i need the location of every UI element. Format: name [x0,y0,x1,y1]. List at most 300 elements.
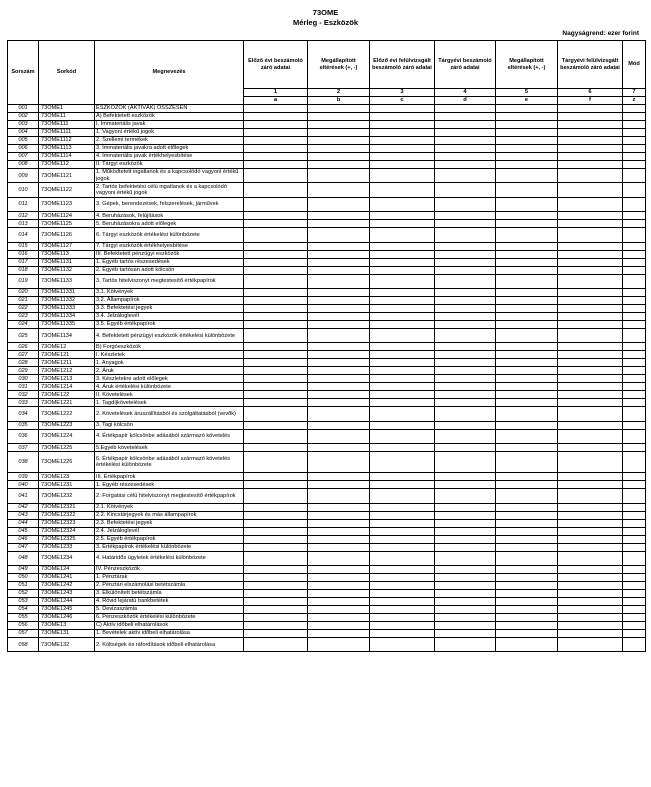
value-cell-col-2[interactable] [308,565,370,573]
value-cell-col-3[interactable] [370,129,435,137]
value-cell-col-5[interactable] [496,375,558,383]
value-cell-col-1[interactable] [244,573,308,581]
value-cell-col-4[interactable] [435,274,496,288]
value-cell-col-5[interactable] [496,613,558,621]
value-cell-col-4[interactable] [435,637,496,651]
value-cell-col-4[interactable] [435,383,496,391]
value-cell-col-6[interactable] [558,113,623,121]
value-cell-col-6[interactable] [558,266,623,274]
value-cell-col-7[interactable] [623,565,646,573]
value-cell-col-5[interactable] [496,519,558,527]
value-cell-col-3[interactable] [370,250,435,258]
value-cell-col-6[interactable] [558,129,623,137]
value-cell-col-3[interactable] [370,519,435,527]
value-cell-col-3[interactable] [370,391,435,399]
value-cell-col-1[interactable] [244,145,308,153]
value-cell-col-1[interactable] [244,503,308,511]
value-cell-col-3[interactable] [370,503,435,511]
value-cell-col-7[interactable] [623,129,646,137]
value-cell-col-4[interactable] [435,121,496,129]
value-cell-col-4[interactable] [435,481,496,489]
value-cell-col-4[interactable] [435,169,496,183]
value-cell-col-7[interactable] [623,613,646,621]
value-cell-col-7[interactable] [623,421,646,429]
value-cell-col-7[interactable] [623,161,646,169]
value-cell-col-3[interactable] [370,535,435,543]
value-cell-col-6[interactable] [558,637,623,651]
value-cell-col-2[interactable] [308,589,370,597]
value-cell-col-1[interactable] [244,343,308,351]
value-cell-col-2[interactable] [308,367,370,375]
value-cell-col-4[interactable] [435,375,496,383]
value-cell-col-1[interactable] [244,605,308,613]
value-cell-col-4[interactable] [435,597,496,605]
value-cell-col-7[interactable] [623,375,646,383]
value-cell-col-2[interactable] [308,242,370,250]
value-cell-col-6[interactable] [558,551,623,565]
value-cell-col-1[interactable] [244,429,308,443]
value-cell-col-3[interactable] [370,597,435,605]
value-cell-col-4[interactable] [435,535,496,543]
value-cell-col-5[interactable] [496,444,558,452]
value-cell-col-4[interactable] [435,312,496,320]
value-cell-col-6[interactable] [558,399,623,407]
value-cell-col-7[interactable] [623,328,646,342]
value-cell-col-2[interactable] [308,519,370,527]
value-cell-col-4[interactable] [435,320,496,328]
value-cell-col-7[interactable] [623,399,646,407]
value-cell-col-3[interactable] [370,212,435,220]
value-cell-col-6[interactable] [558,121,623,129]
value-cell-col-4[interactable] [435,503,496,511]
value-cell-col-6[interactable] [558,511,623,519]
value-cell-col-6[interactable] [558,183,623,197]
value-cell-col-4[interactable] [435,511,496,519]
value-cell-col-5[interactable] [496,605,558,613]
value-cell-col-5[interactable] [496,399,558,407]
value-cell-col-5[interactable] [496,228,558,242]
value-cell-col-6[interactable] [558,519,623,527]
value-cell-col-6[interactable] [558,137,623,145]
value-cell-col-6[interactable] [558,145,623,153]
value-cell-col-5[interactable] [496,197,558,211]
value-cell-col-1[interactable] [244,351,308,359]
value-cell-col-7[interactable] [623,503,646,511]
value-cell-col-1[interactable] [244,597,308,605]
value-cell-col-6[interactable] [558,242,623,250]
value-cell-col-5[interactable] [496,266,558,274]
value-cell-col-5[interactable] [496,473,558,481]
value-cell-col-7[interactable] [623,153,646,161]
value-cell-col-7[interactable] [623,145,646,153]
value-cell-col-3[interactable] [370,565,435,573]
value-cell-col-7[interactable] [623,391,646,399]
value-cell-col-5[interactable] [496,121,558,129]
value-cell-col-4[interactable] [435,551,496,565]
value-cell-col-2[interactable] [308,391,370,399]
value-cell-col-7[interactable] [623,629,646,637]
value-cell-col-6[interactable] [558,613,623,621]
value-cell-col-4[interactable] [435,129,496,137]
value-cell-col-1[interactable] [244,527,308,535]
value-cell-col-7[interactable] [623,489,646,503]
value-cell-col-4[interactable] [435,399,496,407]
value-cell-col-2[interactable] [308,258,370,266]
value-cell-col-4[interactable] [435,407,496,421]
value-cell-col-1[interactable] [244,197,308,211]
value-cell-col-4[interactable] [435,105,496,113]
value-cell-col-6[interactable] [558,629,623,637]
value-cell-col-3[interactable] [370,452,435,473]
value-cell-col-4[interactable] [435,519,496,527]
value-cell-col-2[interactable] [308,351,370,359]
value-cell-col-6[interactable] [558,527,623,535]
value-cell-col-6[interactable] [558,274,623,288]
value-cell-col-3[interactable] [370,543,435,551]
value-cell-col-2[interactable] [308,183,370,197]
value-cell-col-6[interactable] [558,489,623,503]
value-cell-col-6[interactable] [558,197,623,211]
value-cell-col-5[interactable] [496,161,558,169]
value-cell-col-5[interactable] [496,503,558,511]
value-cell-col-2[interactable] [308,613,370,621]
value-cell-col-3[interactable] [370,383,435,391]
value-cell-col-5[interactable] [496,589,558,597]
value-cell-col-6[interactable] [558,359,623,367]
value-cell-col-3[interactable] [370,527,435,535]
value-cell-col-2[interactable] [308,320,370,328]
value-cell-col-2[interactable] [308,266,370,274]
value-cell-col-1[interactable] [244,543,308,551]
value-cell-col-2[interactable] [308,137,370,145]
value-cell-col-5[interactable] [496,543,558,551]
value-cell-col-3[interactable] [370,444,435,452]
value-cell-col-3[interactable] [370,351,435,359]
value-cell-col-2[interactable] [308,220,370,228]
value-cell-col-4[interactable] [435,343,496,351]
value-cell-col-2[interactable] [308,637,370,651]
value-cell-col-4[interactable] [435,605,496,613]
value-cell-col-6[interactable] [558,597,623,605]
value-cell-col-5[interactable] [496,421,558,429]
value-cell-col-4[interactable] [435,266,496,274]
value-cell-col-4[interactable] [435,212,496,220]
value-cell-col-4[interactable] [435,444,496,452]
value-cell-col-3[interactable] [370,637,435,651]
value-cell-col-3[interactable] [370,589,435,597]
value-cell-col-3[interactable] [370,121,435,129]
value-cell-col-1[interactable] [244,129,308,137]
value-cell-col-3[interactable] [370,274,435,288]
value-cell-col-3[interactable] [370,511,435,519]
value-cell-col-6[interactable] [558,288,623,296]
value-cell-col-6[interactable] [558,589,623,597]
value-cell-col-4[interactable] [435,161,496,169]
value-cell-col-5[interactable] [496,629,558,637]
value-cell-col-1[interactable] [244,511,308,519]
value-cell-col-7[interactable] [623,242,646,250]
value-cell-col-2[interactable] [308,161,370,169]
value-cell-col-5[interactable] [496,328,558,342]
value-cell-col-4[interactable] [435,228,496,242]
value-cell-col-7[interactable] [623,589,646,597]
value-cell-col-3[interactable] [370,296,435,304]
value-cell-col-2[interactable] [308,250,370,258]
value-cell-col-3[interactable] [370,197,435,211]
value-cell-col-4[interactable] [435,589,496,597]
value-cell-col-2[interactable] [308,551,370,565]
value-cell-col-3[interactable] [370,228,435,242]
value-cell-col-1[interactable] [244,296,308,304]
value-cell-col-2[interactable] [308,629,370,637]
value-cell-col-6[interactable] [558,421,623,429]
value-cell-col-5[interactable] [496,481,558,489]
value-cell-col-5[interactable] [496,597,558,605]
value-cell-col-2[interactable] [308,121,370,129]
value-cell-col-4[interactable] [435,359,496,367]
value-cell-col-3[interactable] [370,429,435,443]
value-cell-col-4[interactable] [435,429,496,443]
value-cell-col-5[interactable] [496,407,558,421]
value-cell-col-6[interactable] [558,481,623,489]
value-cell-col-7[interactable] [623,383,646,391]
value-cell-col-6[interactable] [558,535,623,543]
value-cell-col-1[interactable] [244,589,308,597]
value-cell-col-7[interactable] [623,312,646,320]
value-cell-col-3[interactable] [370,359,435,367]
value-cell-col-4[interactable] [435,220,496,228]
value-cell-col-6[interactable] [558,351,623,359]
value-cell-col-1[interactable] [244,153,308,161]
value-cell-col-1[interactable] [244,421,308,429]
value-cell-col-4[interactable] [435,183,496,197]
value-cell-col-3[interactable] [370,137,435,145]
value-cell-col-4[interactable] [435,296,496,304]
value-cell-col-1[interactable] [244,359,308,367]
value-cell-col-5[interactable] [496,511,558,519]
value-cell-col-6[interactable] [558,320,623,328]
value-cell-col-3[interactable] [370,266,435,274]
value-cell-col-7[interactable] [623,481,646,489]
value-cell-col-5[interactable] [496,367,558,375]
value-cell-col-4[interactable] [435,452,496,473]
value-cell-col-4[interactable] [435,621,496,629]
value-cell-col-6[interactable] [558,375,623,383]
value-cell-col-7[interactable] [623,183,646,197]
value-cell-col-6[interactable] [558,105,623,113]
value-cell-col-6[interactable] [558,312,623,320]
value-cell-col-6[interactable] [558,473,623,481]
value-cell-col-2[interactable] [308,212,370,220]
value-cell-col-1[interactable] [244,121,308,129]
value-cell-col-2[interactable] [308,312,370,320]
value-cell-col-3[interactable] [370,473,435,481]
value-cell-col-1[interactable] [244,367,308,375]
value-cell-col-1[interactable] [244,621,308,629]
value-cell-col-2[interactable] [308,581,370,589]
value-cell-col-2[interactable] [308,573,370,581]
value-cell-col-1[interactable] [244,220,308,228]
value-cell-col-3[interactable] [370,629,435,637]
value-cell-col-6[interactable] [558,621,623,629]
value-cell-col-6[interactable] [558,581,623,589]
value-cell-col-1[interactable] [244,519,308,527]
value-cell-col-5[interactable] [496,258,558,266]
value-cell-col-4[interactable] [435,351,496,359]
value-cell-col-4[interactable] [435,304,496,312]
value-cell-col-4[interactable] [435,367,496,375]
value-cell-col-7[interactable] [623,121,646,129]
value-cell-col-4[interactable] [435,153,496,161]
value-cell-col-1[interactable] [244,242,308,250]
value-cell-col-3[interactable] [370,220,435,228]
value-cell-col-5[interactable] [496,145,558,153]
value-cell-col-4[interactable] [435,145,496,153]
value-cell-col-6[interactable] [558,452,623,473]
value-cell-col-3[interactable] [370,288,435,296]
value-cell-col-4[interactable] [435,288,496,296]
value-cell-col-5[interactable] [496,551,558,565]
value-cell-col-4[interactable] [435,242,496,250]
value-cell-col-2[interactable] [308,473,370,481]
value-cell-col-5[interactable] [496,383,558,391]
value-cell-col-4[interactable] [435,250,496,258]
value-cell-col-2[interactable] [308,429,370,443]
value-cell-col-7[interactable] [623,105,646,113]
value-cell-col-2[interactable] [308,511,370,519]
value-cell-col-6[interactable] [558,573,623,581]
value-cell-col-5[interactable] [496,304,558,312]
value-cell-col-7[interactable] [623,452,646,473]
value-cell-col-3[interactable] [370,343,435,351]
value-cell-col-2[interactable] [308,328,370,342]
value-cell-col-4[interactable] [435,391,496,399]
value-cell-col-5[interactable] [496,581,558,589]
value-cell-col-7[interactable] [623,250,646,258]
value-cell-col-2[interactable] [308,274,370,288]
value-cell-col-2[interactable] [308,399,370,407]
value-cell-col-5[interactable] [496,137,558,145]
value-cell-col-6[interactable] [558,228,623,242]
value-cell-col-1[interactable] [244,407,308,421]
value-cell-col-3[interactable] [370,328,435,342]
value-cell-col-1[interactable] [244,250,308,258]
value-cell-col-1[interactable] [244,274,308,288]
value-cell-col-4[interactable] [435,581,496,589]
value-cell-col-3[interactable] [370,153,435,161]
value-cell-col-1[interactable] [244,266,308,274]
value-cell-col-7[interactable] [623,169,646,183]
value-cell-col-5[interactable] [496,391,558,399]
value-cell-col-3[interactable] [370,105,435,113]
value-cell-col-7[interactable] [623,551,646,565]
value-cell-col-5[interactable] [496,637,558,651]
value-cell-col-2[interactable] [308,359,370,367]
value-cell-col-6[interactable] [558,161,623,169]
value-cell-col-6[interactable] [558,304,623,312]
value-cell-col-6[interactable] [558,543,623,551]
value-cell-col-6[interactable] [558,212,623,220]
value-cell-col-5[interactable] [496,535,558,543]
value-cell-col-1[interactable] [244,489,308,503]
value-cell-col-5[interactable] [496,621,558,629]
value-cell-col-1[interactable] [244,399,308,407]
value-cell-col-2[interactable] [308,407,370,421]
value-cell-col-2[interactable] [308,543,370,551]
value-cell-col-6[interactable] [558,296,623,304]
value-cell-col-7[interactable] [623,113,646,121]
value-cell-col-6[interactable] [558,391,623,399]
value-cell-col-4[interactable] [435,573,496,581]
value-cell-col-1[interactable] [244,169,308,183]
value-cell-col-1[interactable] [244,288,308,296]
value-cell-col-2[interactable] [308,343,370,351]
value-cell-col-2[interactable] [308,375,370,383]
value-cell-col-3[interactable] [370,581,435,589]
value-cell-col-3[interactable] [370,399,435,407]
value-cell-col-2[interactable] [308,296,370,304]
value-cell-col-1[interactable] [244,383,308,391]
value-cell-col-1[interactable] [244,228,308,242]
value-cell-col-5[interactable] [496,242,558,250]
value-cell-col-5[interactable] [496,452,558,473]
value-cell-col-6[interactable] [558,407,623,421]
value-cell-col-7[interactable] [623,621,646,629]
value-cell-col-7[interactable] [623,605,646,613]
value-cell-col-2[interactable] [308,197,370,211]
value-cell-col-2[interactable] [308,383,370,391]
value-cell-col-6[interactable] [558,250,623,258]
value-cell-col-1[interactable] [244,535,308,543]
value-cell-col-5[interactable] [496,489,558,503]
value-cell-col-3[interactable] [370,145,435,153]
value-cell-col-1[interactable] [244,391,308,399]
value-cell-col-3[interactable] [370,304,435,312]
value-cell-col-6[interactable] [558,367,623,375]
value-cell-col-3[interactable] [370,605,435,613]
value-cell-col-2[interactable] [308,304,370,312]
value-cell-col-7[interactable] [623,543,646,551]
value-cell-col-6[interactable] [558,258,623,266]
value-cell-col-1[interactable] [244,113,308,121]
value-cell-col-2[interactable] [308,228,370,242]
value-cell-col-7[interactable] [623,359,646,367]
value-cell-col-5[interactable] [496,105,558,113]
value-cell-col-7[interactable] [623,573,646,581]
value-cell-col-2[interactable] [308,481,370,489]
value-cell-col-5[interactable] [496,359,558,367]
value-cell-col-2[interactable] [308,145,370,153]
value-cell-col-7[interactable] [623,220,646,228]
value-cell-col-1[interactable] [244,137,308,145]
value-cell-col-7[interactable] [623,343,646,351]
value-cell-col-7[interactable] [623,581,646,589]
value-cell-col-2[interactable] [308,129,370,137]
value-cell-col-2[interactable] [308,169,370,183]
value-cell-col-6[interactable] [558,328,623,342]
value-cell-col-7[interactable] [623,597,646,605]
value-cell-col-3[interactable] [370,421,435,429]
value-cell-col-7[interactable] [623,296,646,304]
value-cell-col-5[interactable] [496,220,558,228]
value-cell-col-6[interactable] [558,444,623,452]
value-cell-col-4[interactable] [435,328,496,342]
value-cell-col-4[interactable] [435,421,496,429]
value-cell-col-1[interactable] [244,481,308,489]
value-cell-col-4[interactable] [435,473,496,481]
value-cell-col-7[interactable] [623,511,646,519]
value-cell-col-2[interactable] [308,153,370,161]
